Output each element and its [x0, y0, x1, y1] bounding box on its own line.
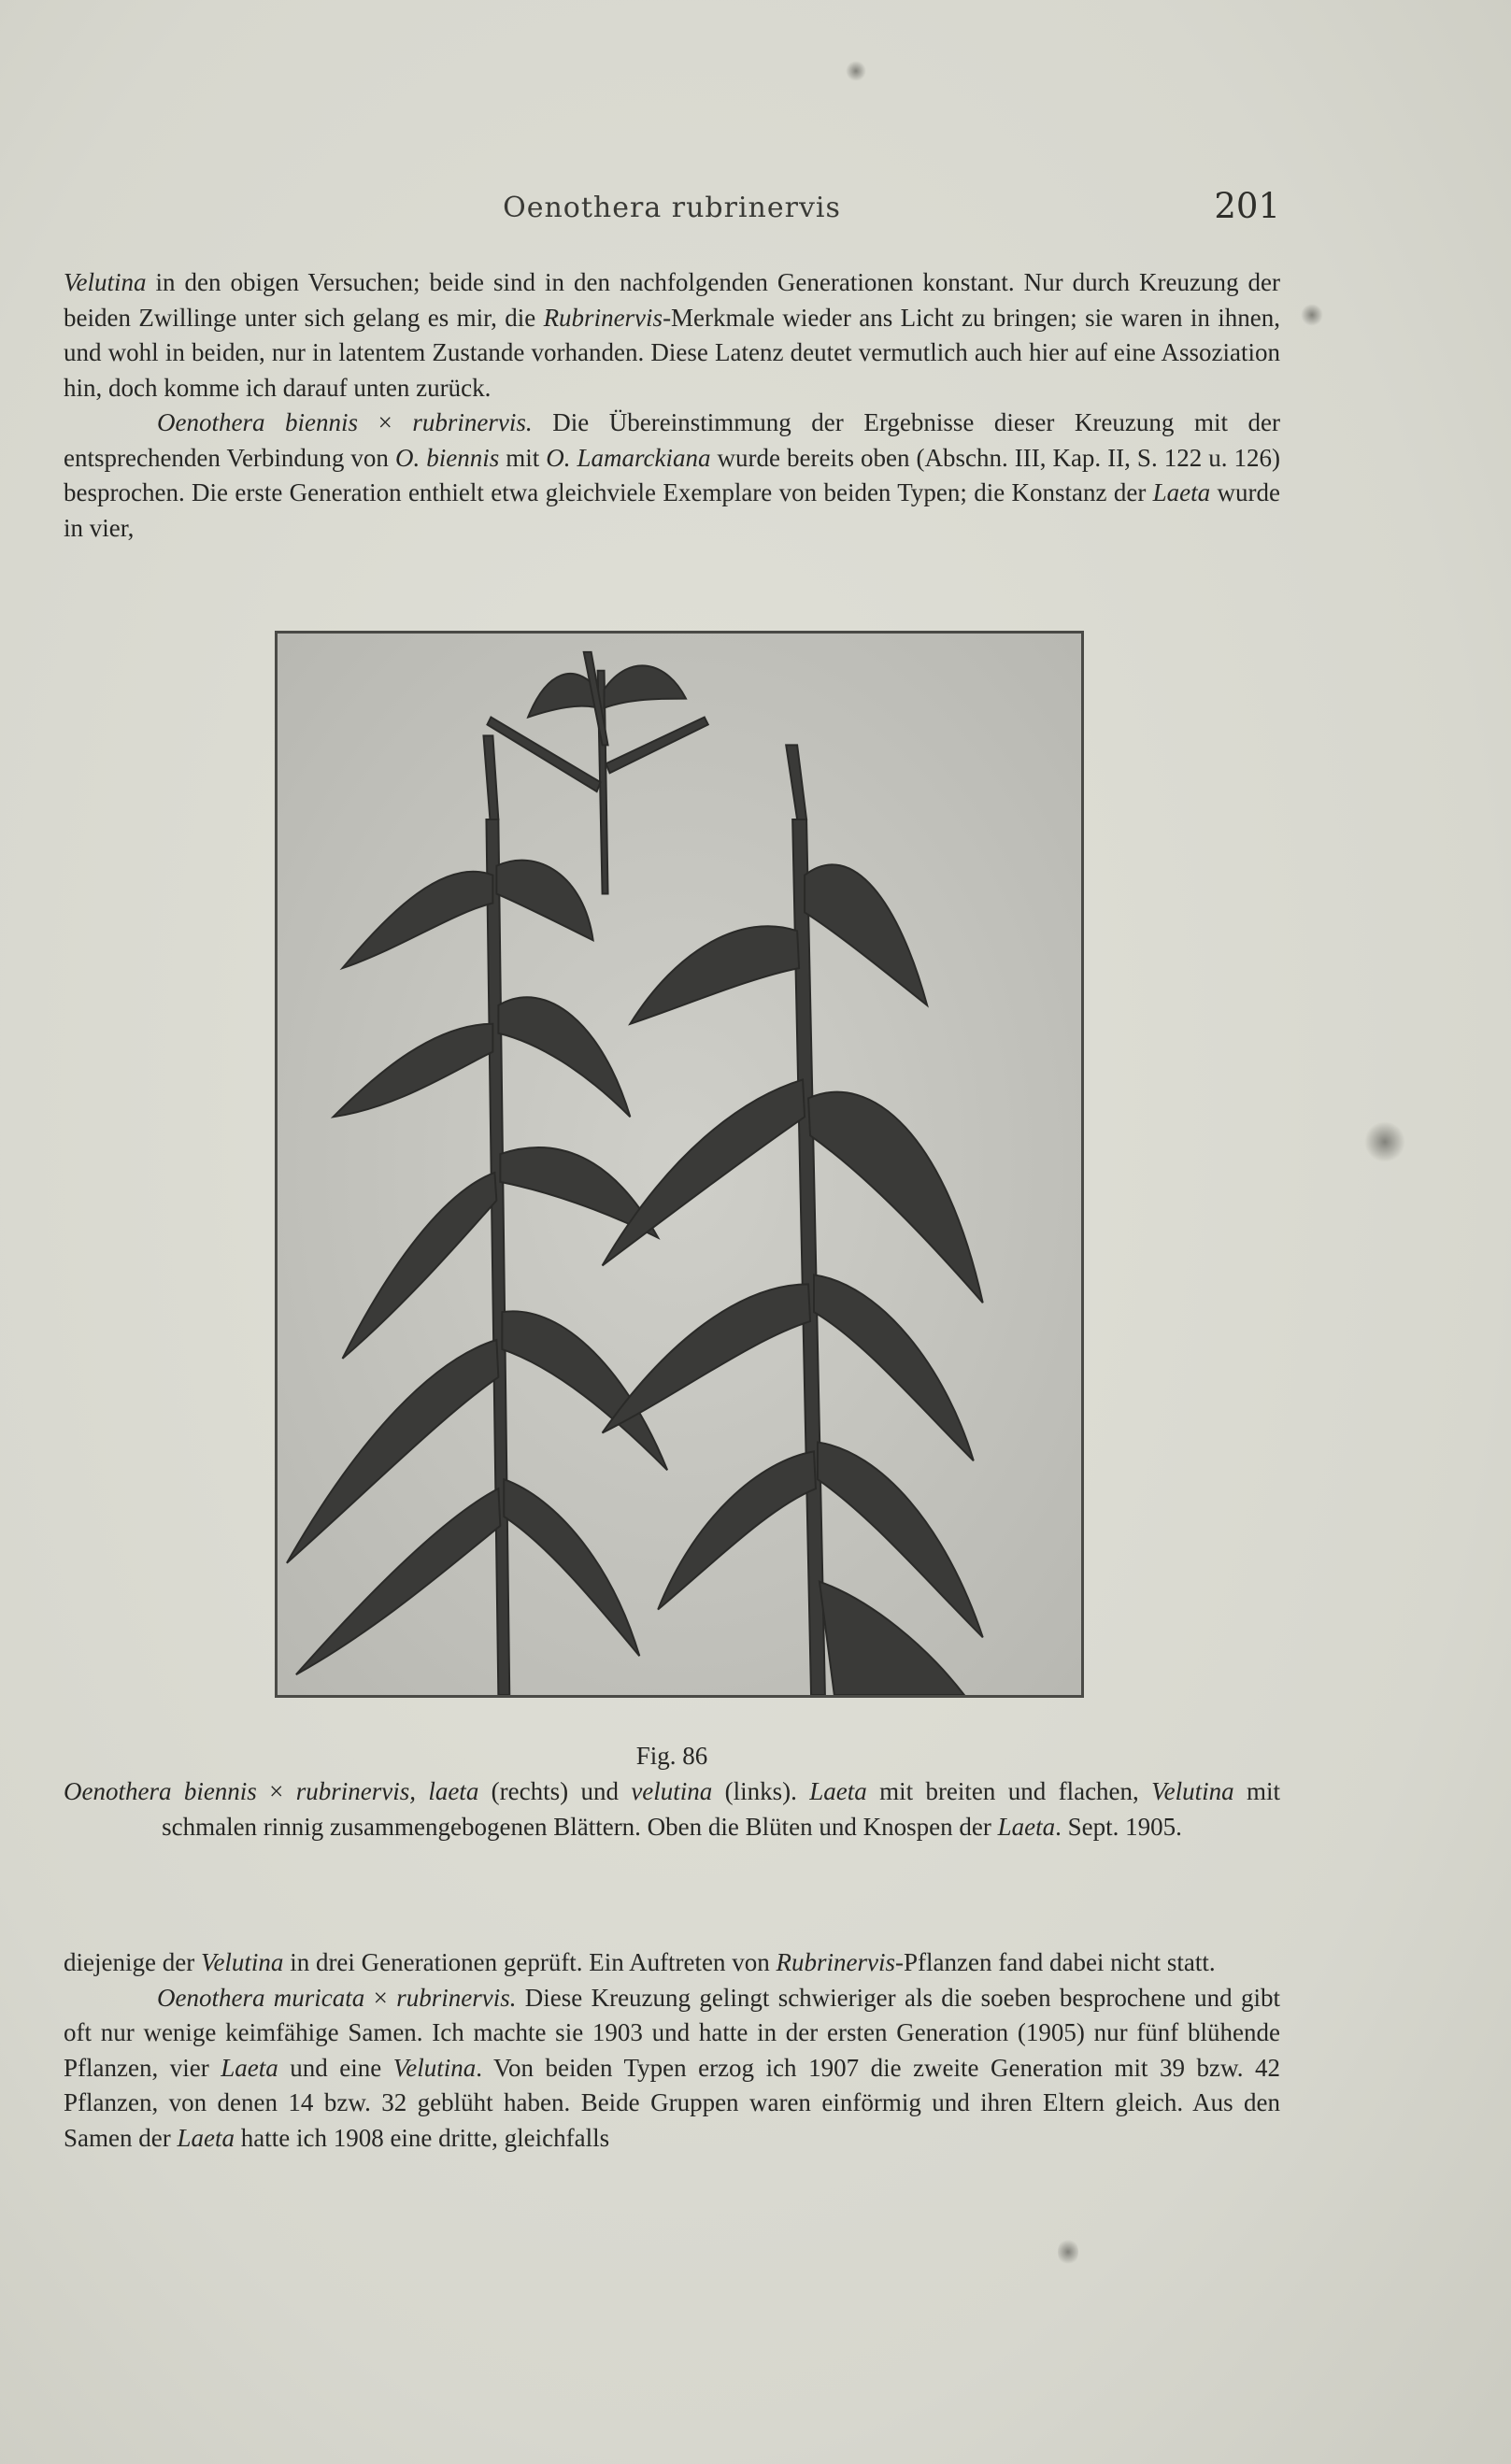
italic-run: rubrinervis, laeta	[295, 1777, 479, 1805]
italic-run: Laeta	[1152, 478, 1211, 506]
text-run: wurde bereits oben (Abschn. III, Kap. II, S. 122 u. 126) besprochen. Die erste Generation enthielt etwa gleichviele Exemplare von beiden Typen; die Konstanz der	[64, 443, 1280, 506]
text-run: mit	[499, 443, 547, 472]
page-header	[64, 186, 1280, 238]
caption-text	[64, 1773, 1280, 1844]
italic-run: O. Lamarckiana	[546, 443, 711, 472]
paragraph	[64, 406, 1280, 546]
text-run: und eine	[278, 2053, 393, 2082]
italic-run: Velutina	[64, 268, 147, 296]
italic-run: Velutina	[392, 2053, 477, 2082]
italic-run: Laeta	[221, 2053, 278, 2082]
text-run: -Merkmale wieder ans Licht zu bringen; sie waren in ihnen, und wohl in beiden, nur in latentem Zustande vorhanden. Diese Latenz deutet vermutlich auch hier auf eine Assoziation hin, doch komme ich darauf unten zurück.	[64, 303, 1280, 402]
italic-run: Velutina	[200, 1948, 284, 1976]
text-run: in den obigen Versuchen; beide sind in den nachfolgenden Generationen konstant. Nur durch Kreuzung der beiden Zwillinge unter sich gelang es mir, die	[64, 268, 1280, 332]
italic-run: O. biennis	[394, 443, 500, 472]
text-run: mit schmalen rinnig zusammengebogenen Blättern. Oben die Blüten und Knospen der	[162, 1777, 1280, 1841]
italic-run: Velutina	[1151, 1777, 1234, 1805]
text-run: in drei Generationen geprüft. Ein Auftreten von	[283, 1948, 777, 1976]
italic-run: Rubrinervis	[776, 1948, 896, 1976]
italic-run: Laeta	[809, 1777, 867, 1805]
paragraph	[64, 1981, 1280, 2157]
ink-smudge	[846, 61, 866, 81]
italic-run: Laeta	[997, 1813, 1056, 1841]
italic-run: Rubrinervis	[543, 303, 663, 332]
plant-illustration	[278, 634, 1081, 1695]
ink-smudge	[1364, 1121, 1405, 1162]
text-run: diejenige der	[64, 1948, 201, 1976]
body-text-bottom	[64, 1945, 1280, 2156]
text-run: . Von beiden Typen erzog ich 1907 die zweite Generation mit 39 bzw. 42 Pflanzen, von denen 14 bzw. 32 geblüht haben. Beide Gruppen waren einförmig und ihren Eltern gleich. Aus den Samen der	[64, 2053, 1280, 2152]
paragraph	[64, 1945, 1280, 1981]
italic-run: Oenothera biennis	[64, 1777, 257, 1805]
italic-run: Oenothera biennis	[157, 408, 359, 436]
italic-run: velutina	[631, 1777, 713, 1805]
text-run: Die Übereinstimmung der Ergebnisse dieser Kreuzung mit der entsprechenden Verbindung von	[64, 408, 1280, 472]
text-run: ×	[256, 1777, 296, 1805]
ink-smudge	[1301, 304, 1323, 326]
running-title: Oenothera rubrinervis	[503, 192, 841, 224]
text-run: (links).	[712, 1777, 810, 1805]
figure-label: Fig. 86	[635, 1742, 708, 1770]
paragraph	[64, 265, 1280, 406]
text-run: Diese Kreuzung gelingt schwieriger als die soeben besprochene und gibt oft nur wenige keimfähige Samen. Ich machte sie 1903 und hatte in der ersten Generation (1905) nur fünf blühende Pflanzen, vier	[64, 1983, 1281, 2082]
text-run: (rechts) und	[478, 1777, 632, 1805]
text-run: ×	[358, 408, 413, 436]
body-text-top	[64, 265, 1280, 546]
text-run: ×	[364, 1983, 397, 2012]
figure-caption	[64, 1738, 1280, 1844]
figure-photograph	[275, 631, 1084, 1698]
italic-run: rubrinervis.	[412, 408, 533, 436]
text-run: wurde in vier,	[64, 478, 1280, 542]
italic-run: Oenothera muricata	[157, 1983, 365, 2012]
text-run: . Sept. 1905.	[1055, 1813, 1182, 1841]
text-run: mit breiten und flachen,	[866, 1777, 1152, 1805]
text-run: hatte ich 1908 eine dritte, gleichfalls	[234, 2123, 610, 2152]
text-run: -Pflanzen fand dabei nicht statt.	[895, 1948, 1216, 1976]
italic-run: rubrinervis.	[396, 1983, 517, 2012]
italic-run: Laeta	[177, 2123, 235, 2152]
ink-smudge	[1058, 2238, 1078, 2266]
page-number: 201	[1214, 186, 1280, 226]
